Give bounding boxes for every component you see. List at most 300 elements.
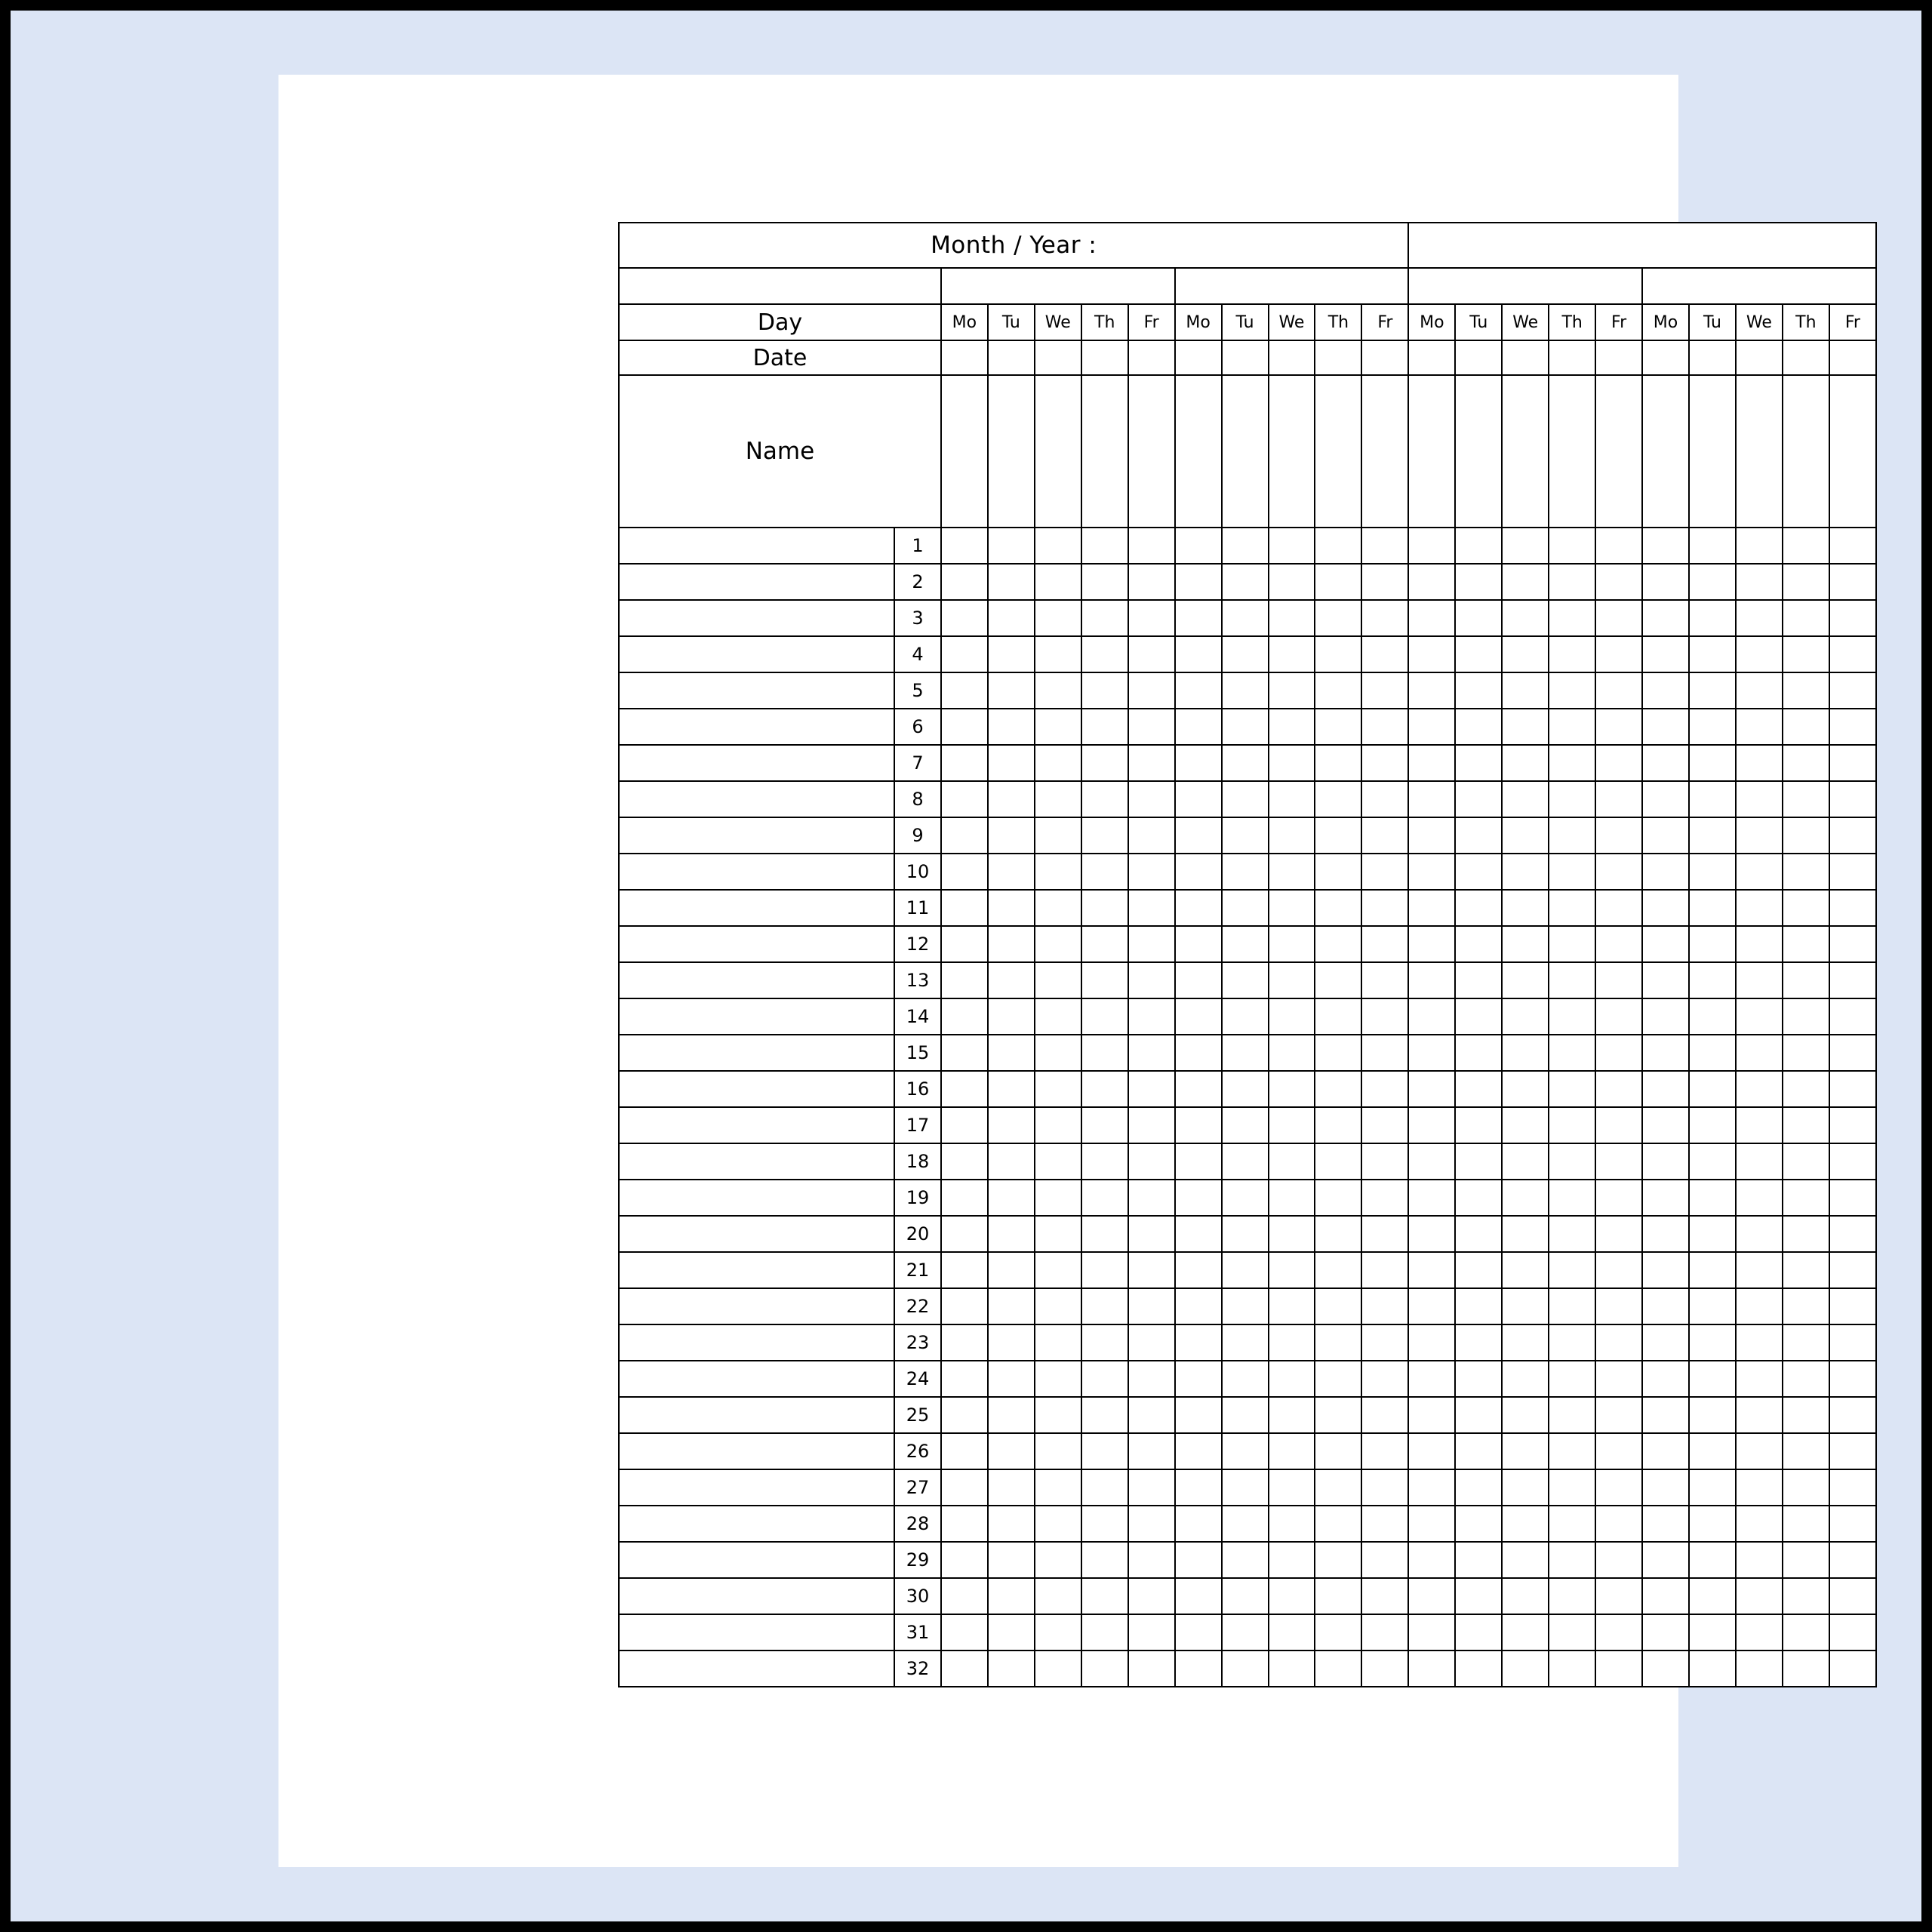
attendance-cell[interactable] <box>1175 1107 1222 1143</box>
attendance-cell[interactable] <box>1408 600 1455 636</box>
attendance-cell[interactable] <box>1081 1433 1128 1469</box>
attendance-cell[interactable] <box>1315 854 1361 890</box>
attendance-cell[interactable] <box>1361 1397 1408 1433</box>
attendance-cell[interactable] <box>1829 564 1876 600</box>
name-entry-cell[interactable] <box>619 1651 894 1687</box>
attendance-cell[interactable] <box>1315 962 1361 998</box>
attendance-cell[interactable] <box>1455 926 1502 962</box>
attendance-cell[interactable] <box>1549 781 1595 817</box>
attendance-cell[interactable] <box>941 890 988 926</box>
attendance-cell[interactable] <box>1035 890 1081 926</box>
attendance-cell[interactable] <box>941 1071 988 1107</box>
attendance-cell[interactable] <box>1829 672 1876 709</box>
attendance-cell[interactable] <box>1736 998 1783 1035</box>
name-entry-cell[interactable] <box>619 528 894 564</box>
attendance-cell[interactable] <box>1128 1397 1175 1433</box>
attendance-cell[interactable] <box>1502 890 1549 926</box>
attendance-cell[interactable] <box>1408 1651 1455 1687</box>
attendance-cell[interactable] <box>1408 1397 1455 1433</box>
attendance-cell[interactable] <box>1175 998 1222 1035</box>
attendance-cell[interactable] <box>1502 1614 1549 1651</box>
attendance-cell[interactable] <box>1408 1542 1455 1578</box>
attendance-cell[interactable] <box>1175 1506 1222 1542</box>
attendance-cell[interactable] <box>1175 1614 1222 1651</box>
attendance-cell[interactable] <box>1595 1469 1642 1506</box>
attendance-cell[interactable] <box>1549 926 1595 962</box>
attendance-cell[interactable] <box>941 1180 988 1216</box>
attendance-cell[interactable] <box>1128 1035 1175 1071</box>
attendance-cell[interactable] <box>1081 1107 1128 1143</box>
attendance-cell[interactable] <box>1081 1180 1128 1216</box>
attendance-cell[interactable] <box>941 1578 988 1614</box>
name-entry-cell[interactable] <box>619 1143 894 1180</box>
attendance-cell[interactable] <box>1642 998 1689 1035</box>
attendance-cell[interactable] <box>988 1578 1035 1614</box>
attendance-cell[interactable] <box>1783 1107 1829 1143</box>
attendance-cell[interactable] <box>1549 528 1595 564</box>
attendance-cell[interactable] <box>1315 1071 1361 1107</box>
attendance-cell[interactable] <box>1081 564 1128 600</box>
attendance-cell[interactable] <box>988 890 1035 926</box>
attendance-cell[interactable] <box>1689 1143 1736 1180</box>
attendance-cell[interactable] <box>1736 781 1783 817</box>
attendance-cell[interactable] <box>1222 998 1269 1035</box>
attendance-cell[interactable] <box>1081 672 1128 709</box>
attendance-cell[interactable] <box>1455 709 1502 745</box>
name-entry-cell[interactable] <box>619 1469 894 1506</box>
attendance-cell[interactable] <box>1595 745 1642 781</box>
attendance-cell[interactable] <box>1642 781 1689 817</box>
attendance-cell[interactable] <box>1689 926 1736 962</box>
attendance-cell[interactable] <box>1595 1361 1642 1397</box>
attendance-cell[interactable] <box>1642 1542 1689 1578</box>
name-entry-cell[interactable] <box>619 1180 894 1216</box>
attendance-cell[interactable] <box>1736 1542 1783 1578</box>
attendance-cell[interactable] <box>1455 1216 1502 1252</box>
attendance-cell[interactable] <box>1502 1578 1549 1614</box>
attendance-cell[interactable] <box>1783 1216 1829 1252</box>
attendance-cell[interactable] <box>1081 854 1128 890</box>
attendance-cell[interactable] <box>1783 1288 1829 1324</box>
attendance-cell[interactable] <box>1315 600 1361 636</box>
attendance-cell[interactable] <box>1502 1469 1549 1506</box>
attendance-cell[interactable] <box>1689 854 1736 890</box>
attendance-cell[interactable] <box>988 1252 1035 1288</box>
attendance-cell[interactable] <box>1549 745 1595 781</box>
attendance-cell[interactable] <box>1736 1216 1783 1252</box>
month-year-input[interactable] <box>1408 223 1876 268</box>
attendance-cell[interactable] <box>1689 564 1736 600</box>
attendance-cell[interactable] <box>1035 1469 1081 1506</box>
attendance-cell[interactable] <box>1642 564 1689 600</box>
attendance-cell[interactable] <box>1269 672 1315 709</box>
attendance-cell[interactable] <box>1829 1107 1876 1143</box>
attendance-cell[interactable] <box>1081 1542 1128 1578</box>
attendance-cell[interactable] <box>1502 564 1549 600</box>
attendance-cell[interactable] <box>988 600 1035 636</box>
date-input-cell[interactable] <box>1736 340 1783 375</box>
attendance-cell[interactable] <box>1595 781 1642 817</box>
attendance-cell[interactable] <box>1222 1506 1269 1542</box>
date-input-cell[interactable] <box>1222 340 1269 375</box>
attendance-cell[interactable] <box>1408 709 1455 745</box>
attendance-cell[interactable] <box>1783 926 1829 962</box>
attendance-cell[interactable] <box>1128 854 1175 890</box>
attendance-cell[interactable] <box>1455 1506 1502 1542</box>
attendance-cell[interactable] <box>1081 1614 1128 1651</box>
attendance-cell[interactable] <box>1408 1433 1455 1469</box>
name-entry-cell[interactable] <box>619 1614 894 1651</box>
attendance-cell[interactable] <box>1081 636 1128 672</box>
attendance-cell[interactable] <box>1361 1035 1408 1071</box>
attendance-cell[interactable] <box>1689 1324 1736 1361</box>
date-input-cell[interactable] <box>1502 340 1549 375</box>
attendance-cell[interactable] <box>1736 600 1783 636</box>
attendance-cell[interactable] <box>1222 564 1269 600</box>
attendance-cell[interactable] <box>1736 1143 1783 1180</box>
attendance-cell[interactable] <box>1455 1071 1502 1107</box>
attendance-cell[interactable] <box>1128 672 1175 709</box>
attendance-cell[interactable] <box>1269 745 1315 781</box>
attendance-cell[interactable] <box>1642 1216 1689 1252</box>
attendance-cell[interactable] <box>1361 745 1408 781</box>
attendance-cell[interactable] <box>1549 1651 1595 1687</box>
attendance-cell[interactable] <box>1315 1397 1361 1433</box>
attendance-cell[interactable] <box>1549 1143 1595 1180</box>
attendance-cell[interactable] <box>1361 962 1408 998</box>
attendance-cell[interactable] <box>1269 1506 1315 1542</box>
attendance-cell[interactable] <box>1642 1107 1689 1143</box>
attendance-cell[interactable] <box>1081 962 1128 998</box>
attendance-cell[interactable] <box>1035 1143 1081 1180</box>
attendance-cell[interactable] <box>941 1397 988 1433</box>
attendance-cell[interactable] <box>1689 781 1736 817</box>
attendance-cell[interactable] <box>1035 709 1081 745</box>
attendance-cell[interactable] <box>1222 1651 1269 1687</box>
attendance-cell[interactable] <box>1222 1143 1269 1180</box>
attendance-cell[interactable] <box>1689 1035 1736 1071</box>
attendance-cell[interactable] <box>1595 600 1642 636</box>
attendance-cell[interactable] <box>1736 1433 1783 1469</box>
attendance-cell[interactable] <box>1736 817 1783 854</box>
attendance-cell[interactable] <box>1736 1614 1783 1651</box>
attendance-cell[interactable] <box>1736 962 1783 998</box>
attendance-cell[interactable] <box>1736 926 1783 962</box>
attendance-cell[interactable] <box>1783 528 1829 564</box>
attendance-cell[interactable] <box>1035 1252 1081 1288</box>
attendance-cell[interactable] <box>1595 817 1642 854</box>
attendance-cell[interactable] <box>1222 1397 1269 1433</box>
attendance-cell[interactable] <box>1829 1433 1876 1469</box>
name-entry-cell[interactable] <box>619 1542 894 1578</box>
date-input-cell[interactable] <box>1269 340 1315 375</box>
attendance-cell[interactable] <box>941 817 988 854</box>
attendance-cell[interactable] <box>1128 1252 1175 1288</box>
attendance-cell[interactable] <box>1222 817 1269 854</box>
attendance-cell[interactable] <box>1175 1433 1222 1469</box>
attendance-cell[interactable] <box>1081 1397 1128 1433</box>
attendance-cell[interactable] <box>941 600 988 636</box>
attendance-cell[interactable] <box>1269 528 1315 564</box>
attendance-cell[interactable] <box>1455 1651 1502 1687</box>
attendance-cell[interactable] <box>1642 1324 1689 1361</box>
attendance-cell[interactable] <box>1829 1071 1876 1107</box>
attendance-cell[interactable] <box>1455 854 1502 890</box>
attendance-cell[interactable] <box>1269 890 1315 926</box>
name-entry-cell[interactable] <box>619 781 894 817</box>
attendance-cell[interactable] <box>1455 1397 1502 1433</box>
attendance-cell[interactable] <box>1315 1433 1361 1469</box>
attendance-cell[interactable] <box>988 1397 1035 1433</box>
attendance-cell[interactable] <box>1035 926 1081 962</box>
attendance-cell[interactable] <box>1595 1324 1642 1361</box>
attendance-cell[interactable] <box>1829 1506 1876 1542</box>
attendance-cell[interactable] <box>1549 890 1595 926</box>
date-input-cell[interactable] <box>1315 340 1361 375</box>
attendance-cell[interactable] <box>1081 781 1128 817</box>
attendance-cell[interactable] <box>1128 709 1175 745</box>
attendance-cell[interactable] <box>1128 1433 1175 1469</box>
attendance-cell[interactable] <box>1315 890 1361 926</box>
attendance-cell[interactable] <box>1315 1035 1361 1071</box>
attendance-cell[interactable] <box>1269 1433 1315 1469</box>
attendance-cell[interactable] <box>988 709 1035 745</box>
attendance-cell[interactable] <box>988 1506 1035 1542</box>
attendance-cell[interactable] <box>1689 1614 1736 1651</box>
name-entry-cell[interactable] <box>619 1216 894 1252</box>
attendance-cell[interactable] <box>1455 1361 1502 1397</box>
attendance-cell[interactable] <box>1783 564 1829 600</box>
attendance-cell[interactable] <box>1361 1614 1408 1651</box>
attendance-cell[interactable] <box>1689 890 1736 926</box>
attendance-cell[interactable] <box>1595 1506 1642 1542</box>
attendance-cell[interactable] <box>1502 1397 1549 1433</box>
attendance-cell[interactable] <box>1829 1288 1876 1324</box>
attendance-cell[interactable] <box>1408 1324 1455 1361</box>
attendance-cell[interactable] <box>1035 564 1081 600</box>
attendance-cell[interactable] <box>1829 600 1876 636</box>
attendance-cell[interactable] <box>988 1614 1035 1651</box>
attendance-cell[interactable] <box>1408 672 1455 709</box>
attendance-cell[interactable] <box>1502 1542 1549 1578</box>
attendance-cell[interactable] <box>1081 1506 1128 1542</box>
attendance-cell[interactable] <box>1035 1506 1081 1542</box>
attendance-cell[interactable] <box>1736 564 1783 600</box>
name-entry-cell[interactable] <box>619 962 894 998</box>
attendance-cell[interactable] <box>988 1288 1035 1324</box>
attendance-cell[interactable] <box>1269 1107 1315 1143</box>
attendance-cell[interactable] <box>1502 1107 1549 1143</box>
attendance-cell[interactable] <box>1736 709 1783 745</box>
attendance-cell[interactable] <box>1829 962 1876 998</box>
attendance-cell[interactable] <box>1502 1252 1549 1288</box>
attendance-cell[interactable] <box>1595 1216 1642 1252</box>
attendance-cell[interactable] <box>1689 1288 1736 1324</box>
date-input-cell[interactable] <box>1642 340 1689 375</box>
attendance-cell[interactable] <box>1549 1397 1595 1433</box>
attendance-cell[interactable] <box>1361 709 1408 745</box>
attendance-cell[interactable] <box>1081 1252 1128 1288</box>
attendance-cell[interactable] <box>1502 1506 1549 1542</box>
attendance-cell[interactable] <box>1035 600 1081 636</box>
attendance-cell[interactable] <box>1502 998 1549 1035</box>
attendance-cell[interactable] <box>1502 962 1549 998</box>
attendance-cell[interactable] <box>1549 962 1595 998</box>
attendance-cell[interactable] <box>1549 1578 1595 1614</box>
attendance-cell[interactable] <box>1361 1542 1408 1578</box>
attendance-cell[interactable] <box>1455 672 1502 709</box>
week-label-cell[interactable] <box>941 268 1175 304</box>
attendance-cell[interactable] <box>1269 1651 1315 1687</box>
date-input-cell[interactable] <box>1689 340 1736 375</box>
attendance-cell[interactable] <box>1361 1071 1408 1107</box>
attendance-cell[interactable] <box>1222 1107 1269 1143</box>
attendance-cell[interactable] <box>1175 636 1222 672</box>
attendance-cell[interactable] <box>1689 636 1736 672</box>
attendance-cell[interactable] <box>1642 600 1689 636</box>
attendance-cell[interactable] <box>1361 1469 1408 1506</box>
attendance-cell[interactable] <box>1315 1180 1361 1216</box>
date-input-cell[interactable] <box>1595 340 1642 375</box>
name-entry-cell[interactable] <box>619 600 894 636</box>
attendance-cell[interactable] <box>1222 1071 1269 1107</box>
attendance-cell[interactable] <box>1269 1542 1315 1578</box>
attendance-cell[interactable] <box>1222 1578 1269 1614</box>
attendance-cell[interactable] <box>1549 1469 1595 1506</box>
attendance-cell[interactable] <box>1783 1324 1829 1361</box>
attendance-cell[interactable] <box>1361 600 1408 636</box>
attendance-cell[interactable] <box>1035 1071 1081 1107</box>
name-entry-cell[interactable] <box>619 1578 894 1614</box>
attendance-cell[interactable] <box>1128 1542 1175 1578</box>
attendance-cell[interactable] <box>1128 962 1175 998</box>
attendance-cell[interactable] <box>941 962 988 998</box>
attendance-cell[interactable] <box>1175 1180 1222 1216</box>
attendance-cell[interactable] <box>1315 1651 1361 1687</box>
attendance-cell[interactable] <box>1408 781 1455 817</box>
attendance-cell[interactable] <box>1455 1143 1502 1180</box>
date-input-cell[interactable] <box>988 340 1035 375</box>
attendance-cell[interactable] <box>1408 890 1455 926</box>
attendance-cell[interactable] <box>1315 781 1361 817</box>
attendance-cell[interactable] <box>1361 854 1408 890</box>
attendance-cell[interactable] <box>1689 1180 1736 1216</box>
attendance-cell[interactable] <box>1829 926 1876 962</box>
attendance-cell[interactable] <box>1269 1216 1315 1252</box>
name-entry-cell[interactable] <box>619 1107 894 1143</box>
attendance-cell[interactable] <box>1269 1361 1315 1397</box>
attendance-cell[interactable] <box>1502 672 1549 709</box>
attendance-cell[interactable] <box>988 998 1035 1035</box>
date-input-cell[interactable] <box>1783 340 1829 375</box>
name-entry-cell[interactable] <box>619 817 894 854</box>
attendance-cell[interactable] <box>1689 1542 1736 1578</box>
attendance-cell[interactable] <box>1783 1143 1829 1180</box>
attendance-cell[interactable] <box>1455 1542 1502 1578</box>
attendance-cell[interactable] <box>1689 1252 1736 1288</box>
attendance-cell[interactable] <box>1829 890 1876 926</box>
attendance-cell[interactable] <box>1595 709 1642 745</box>
attendance-cell[interactable] <box>1595 1252 1642 1288</box>
attendance-cell[interactable] <box>1642 1578 1689 1614</box>
attendance-cell[interactable] <box>1035 1542 1081 1578</box>
attendance-cell[interactable] <box>1269 564 1315 600</box>
attendance-cell[interactable] <box>1128 1614 1175 1651</box>
attendance-cell[interactable] <box>1081 1288 1128 1324</box>
attendance-cell[interactable] <box>1502 1143 1549 1180</box>
attendance-cell[interactable] <box>1128 1578 1175 1614</box>
attendance-cell[interactable] <box>1175 600 1222 636</box>
attendance-cell[interactable] <box>1642 1288 1689 1324</box>
attendance-cell[interactable] <box>1455 817 1502 854</box>
attendance-cell[interactable] <box>1361 1651 1408 1687</box>
name-entry-cell[interactable] <box>619 926 894 962</box>
attendance-cell[interactable] <box>988 817 1035 854</box>
attendance-cell[interactable] <box>1361 1361 1408 1397</box>
attendance-cell[interactable] <box>1408 926 1455 962</box>
attendance-cell[interactable] <box>1783 1651 1829 1687</box>
attendance-cell[interactable] <box>1502 636 1549 672</box>
name-entry-cell[interactable] <box>619 854 894 890</box>
attendance-cell[interactable] <box>1035 636 1081 672</box>
attendance-cell[interactable] <box>1408 636 1455 672</box>
attendance-cell[interactable] <box>1315 1578 1361 1614</box>
attendance-cell[interactable] <box>1549 1107 1595 1143</box>
attendance-cell[interactable] <box>1128 1180 1175 1216</box>
attendance-cell[interactable] <box>1783 1071 1829 1107</box>
attendance-cell[interactable] <box>1736 854 1783 890</box>
attendance-cell[interactable] <box>1315 745 1361 781</box>
attendance-cell[interactable] <box>1315 564 1361 600</box>
attendance-cell[interactable] <box>1595 1035 1642 1071</box>
attendance-cell[interactable] <box>1736 528 1783 564</box>
attendance-cell[interactable] <box>1408 817 1455 854</box>
attendance-cell[interactable] <box>1689 1506 1736 1542</box>
attendance-cell[interactable] <box>1549 636 1595 672</box>
attendance-cell[interactable] <box>1455 528 1502 564</box>
attendance-cell[interactable] <box>1829 817 1876 854</box>
attendance-cell[interactable] <box>1175 1324 1222 1361</box>
attendance-cell[interactable] <box>1081 1578 1128 1614</box>
attendance-cell[interactable] <box>1408 1143 1455 1180</box>
attendance-cell[interactable] <box>1455 1324 1502 1361</box>
week-label-cell[interactable] <box>1408 268 1642 304</box>
attendance-cell[interactable] <box>988 1433 1035 1469</box>
attendance-cell[interactable] <box>1642 1651 1689 1687</box>
attendance-cell[interactable] <box>1175 1542 1222 1578</box>
date-input-cell[interactable] <box>1035 340 1081 375</box>
attendance-cell[interactable] <box>1549 564 1595 600</box>
attendance-cell[interactable] <box>1128 745 1175 781</box>
attendance-cell[interactable] <box>1689 962 1736 998</box>
attendance-cell[interactable] <box>1222 1288 1269 1324</box>
attendance-cell[interactable] <box>1549 672 1595 709</box>
attendance-cell[interactable] <box>1175 1361 1222 1397</box>
name-entry-cell[interactable] <box>619 1035 894 1071</box>
attendance-cell[interactable] <box>1595 1107 1642 1143</box>
attendance-cell[interactable] <box>1595 1143 1642 1180</box>
attendance-cell[interactable] <box>941 1361 988 1397</box>
attendance-cell[interactable] <box>1829 1252 1876 1288</box>
attendance-cell[interactable] <box>988 781 1035 817</box>
attendance-cell[interactable] <box>1269 926 1315 962</box>
attendance-cell[interactable] <box>1222 1216 1269 1252</box>
attendance-cell[interactable] <box>1315 998 1361 1035</box>
attendance-cell[interactable] <box>1595 564 1642 600</box>
attendance-cell[interactable] <box>1502 1180 1549 1216</box>
name-entry-cell[interactable] <box>619 564 894 600</box>
attendance-cell[interactable] <box>1595 528 1642 564</box>
